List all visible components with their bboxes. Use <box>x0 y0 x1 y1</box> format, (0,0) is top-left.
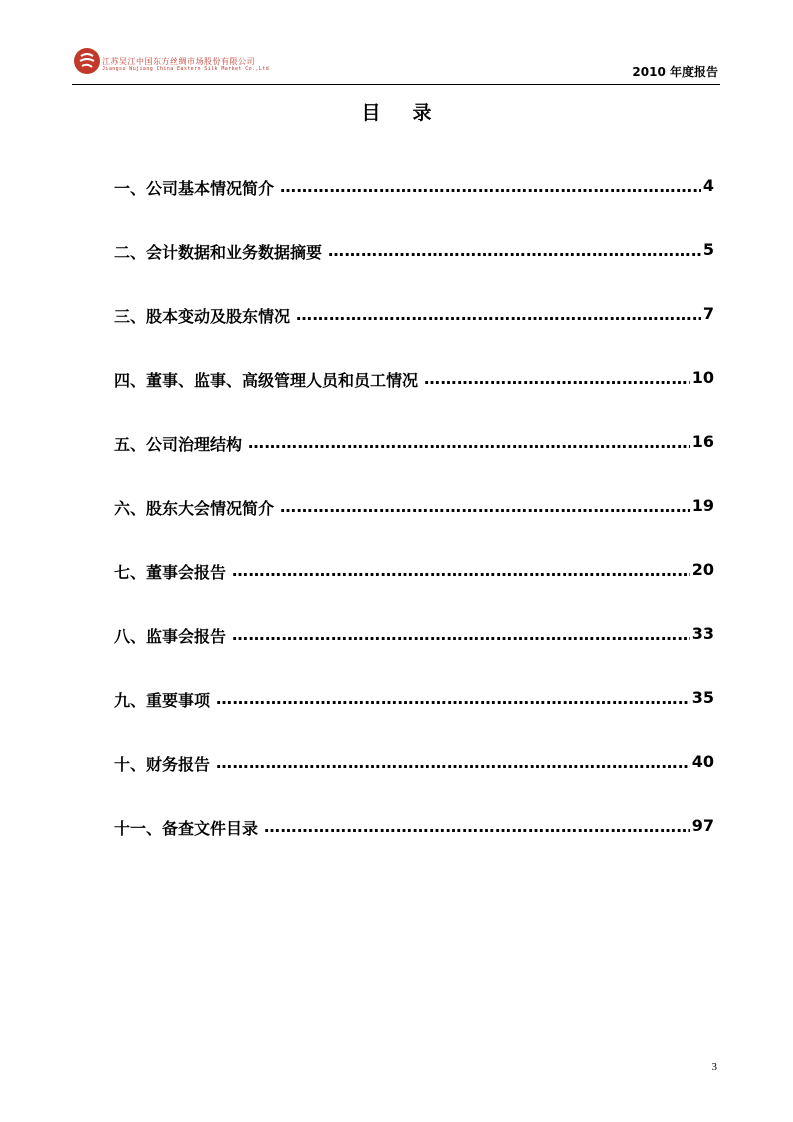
toc-entry[interactable] <box>114 688 714 752</box>
toc-entry[interactable] <box>114 368 714 432</box>
table-of-contents <box>114 176 714 880</box>
toc-entry[interactable] <box>114 432 714 496</box>
toc-entry[interactable] <box>114 816 714 880</box>
toc-entry[interactable] <box>114 624 714 688</box>
toc-leader-dots <box>232 560 690 582</box>
toc-entry-label: 八、监事会报告 <box>114 627 227 646</box>
toc-entry-page: 16 <box>691 432 714 451</box>
toc-entry-page: 33 <box>691 624 714 643</box>
toc-entry-page: 7 <box>702 304 714 323</box>
toc-entry-page: 10 <box>691 368 714 387</box>
toc-leader-dots <box>216 752 690 774</box>
page-title: 目录 <box>361 102 464 124</box>
toc-entry-label: 七、董事会报告 <box>114 563 227 582</box>
company-name-cn: 江苏吴江中国东方丝绸市场股份有限公司 <box>102 57 255 66</box>
toc-entry-page: 5 <box>702 240 714 259</box>
page-number: 3 <box>711 1061 717 1073</box>
toc-entry-label: 十、财务报告 <box>114 755 211 774</box>
toc-entry-label: 十一、备查文件目录 <box>114 819 259 838</box>
toc-leader-dots <box>280 176 701 198</box>
toc-entry[interactable] <box>114 304 714 368</box>
toc-entry-label: 四、董事、监事、高级管理人员和员工情况 <box>114 371 419 390</box>
toc-entry[interactable] <box>114 496 714 560</box>
toc-entry-label: 二、会计数据和业务数据摘要 <box>114 243 323 262</box>
toc-entry-page: 20 <box>691 560 714 579</box>
toc-leader-dots <box>424 368 690 390</box>
toc-entry-page: 35 <box>691 688 714 707</box>
page-header <box>72 44 720 85</box>
toc-entry-page: 97 <box>691 816 714 835</box>
toc-entry[interactable] <box>114 240 714 304</box>
toc-entry-label: 一、公司基本情况简介 <box>114 179 275 198</box>
toc-entry-label: 九、重要事项 <box>114 691 211 710</box>
toc-entry[interactable] <box>114 176 714 240</box>
toc-leader-dots <box>264 816 690 838</box>
toc-entry[interactable] <box>114 560 714 624</box>
toc-entry-page: 19 <box>691 496 714 515</box>
toc-leader-dots <box>280 496 690 518</box>
toc-leader-dots <box>216 688 690 710</box>
toc-entry[interactable] <box>114 752 714 816</box>
report-year: 2010 年度报告 <box>632 65 718 79</box>
toc-leader-dots <box>248 432 690 454</box>
toc-leader-dots <box>296 304 701 326</box>
company-logo-icon <box>72 46 102 76</box>
toc-leader-dots <box>328 240 701 262</box>
company-name-en: Jiangsu Wujiang China Eastern Silk Market Co.,Ltd <box>102 66 270 72</box>
toc-leader-dots <box>232 624 690 646</box>
toc-entry-label: 三、股本变动及股东情况 <box>114 307 291 326</box>
toc-entry-page: 40 <box>691 752 714 771</box>
toc-entry-label: 五、公司治理结构 <box>114 435 243 454</box>
toc-entry-label: 六、股东大会情况简介 <box>114 499 275 518</box>
toc-entry-page: 4 <box>702 176 714 195</box>
